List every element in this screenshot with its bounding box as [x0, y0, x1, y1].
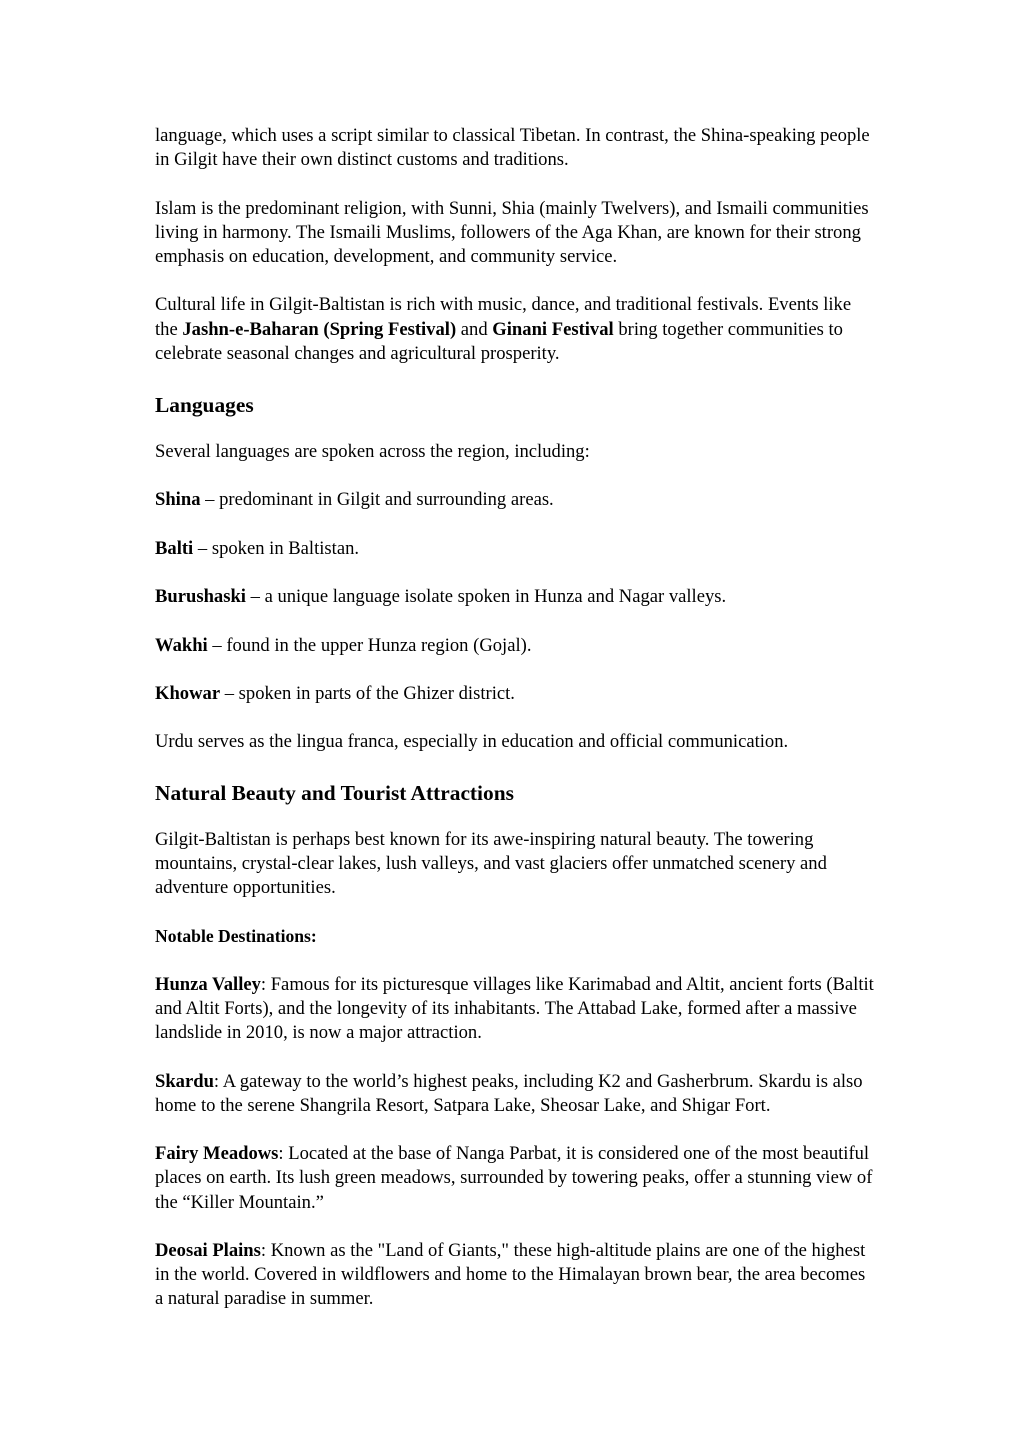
destination-desc: : Located at the base of Nanga Parbat, it is considered one of the most beautiful places on earth. Its lush green meadows, surrounded by towering peaks, offer a stunning view of the “Killer Mountain.”	[155, 1143, 873, 1213]
language-desc: – found in the upper Hunza region (Gojal).	[207, 634, 532, 656]
destination-name: Skardu	[155, 1070, 214, 1092]
language-desc: – predominant in Gilgit and surrounding areas.	[200, 489, 554, 511]
paragraph-religion: Islam is the predominant religion, with Sunni, Shia (mainly Twelvers), and Ismaili communities living in harmony. The Ismaili Muslims, followers of the Aga Khan, are known for their strong emphasis on education, development, and community service.	[155, 197, 869, 267]
festival-jashn-e-baharan: Jashn-e-Baharan (Spring Festival)	[182, 318, 457, 340]
destination-name: Deosai Plains	[155, 1239, 261, 1261]
destination-name: Fairy Meadows	[155, 1143, 279, 1165]
language-name: Wakhi	[155, 634, 208, 656]
destination-item	[155, 1142, 875, 1215]
heading-natural-beauty: Natural Beauty and Tourist Attractions	[155, 780, 514, 805]
paragraph-languages-intro: Several languages are spoken across the region, including:	[155, 441, 590, 462]
language-name: Khowar	[155, 682, 221, 704]
subheading-notable-destinations	[155, 924, 875, 948]
language-item	[155, 634, 875, 658]
paragraph-lingua-franca: Urdu serves as the lingua franca, especially in education and official communication.	[155, 731, 789, 753]
destination-item	[155, 1070, 875, 1118]
destination-item	[155, 973, 875, 1046]
festival-ginani: Ginani Festival	[492, 318, 614, 340]
language-desc: – spoken in parts of the Ghizer district.	[220, 682, 515, 704]
paragraph-nature-intro: Gilgit-Baltistan is perhaps best known for its awe-inspiring natural beauty. The towering mountains, crystal-clear lakes, lush valleys, and vast glaciers offer unmatched scenery and adventure opportunities.	[155, 828, 827, 898]
destination-desc: : Known as the "Land of Giants," these high-altitude plains are one of the highest in the world. Covered in wildflowers and home to the Himalayan brown bear, the area becomes a natural paradise in summer.	[155, 1239, 866, 1310]
language-item	[155, 682, 875, 706]
destination-item	[155, 1239, 875, 1312]
cultural-text-mid: and	[456, 318, 493, 340]
heading-languages: Languages	[155, 393, 254, 417]
destination-desc: : A gateway to the world’s highest peaks, including K2 and Gasherbrum. Skardu is also home to the serene Shangrila Resort, Satpara Lake, Sheosar Lake, and Shigar Fort.	[155, 1070, 863, 1116]
language-name: Shina	[155, 489, 201, 511]
language-item	[155, 488, 875, 512]
language-item	[155, 585, 875, 609]
destination-desc: : Famous for its picturesque villages like Karimabad and Altit, ancient forts (Baltit and Altit Forts), and the longevity of its inhabitants. The Attabad Lake, formed after a massive landslide in 2010, is now a major attraction.	[155, 973, 874, 1044]
cultural-text-end: bring together communities to celebrate seasonal changes and agricultural prosperity.	[155, 318, 843, 364]
language-item	[155, 537, 875, 561]
cultural-text-start: Cultural life in Gilgit-Baltistan is rich with music, dance, and traditional festivals. Events like the	[155, 294, 852, 340]
document-page	[155, 124, 875, 1312]
language-name: Burushaski	[155, 586, 246, 608]
notable-destinations-label: Notable Destinations:	[155, 926, 317, 947]
language-desc: – a unique language isolate spoken in Hunza and Nagar valleys.	[245, 586, 727, 608]
language-desc: – spoken in Baltistan.	[193, 537, 360, 559]
language-name: Balti	[155, 537, 194, 559]
paragraph-language-customs: language, which uses a script similar to classical Tibetan. In contrast, the Shina-speaking people in Gilgit have their own distinct customs and traditions.	[155, 125, 870, 171]
destination-name: Hunza Valley	[155, 973, 261, 995]
paragraph-cultural-life	[155, 293, 875, 366]
